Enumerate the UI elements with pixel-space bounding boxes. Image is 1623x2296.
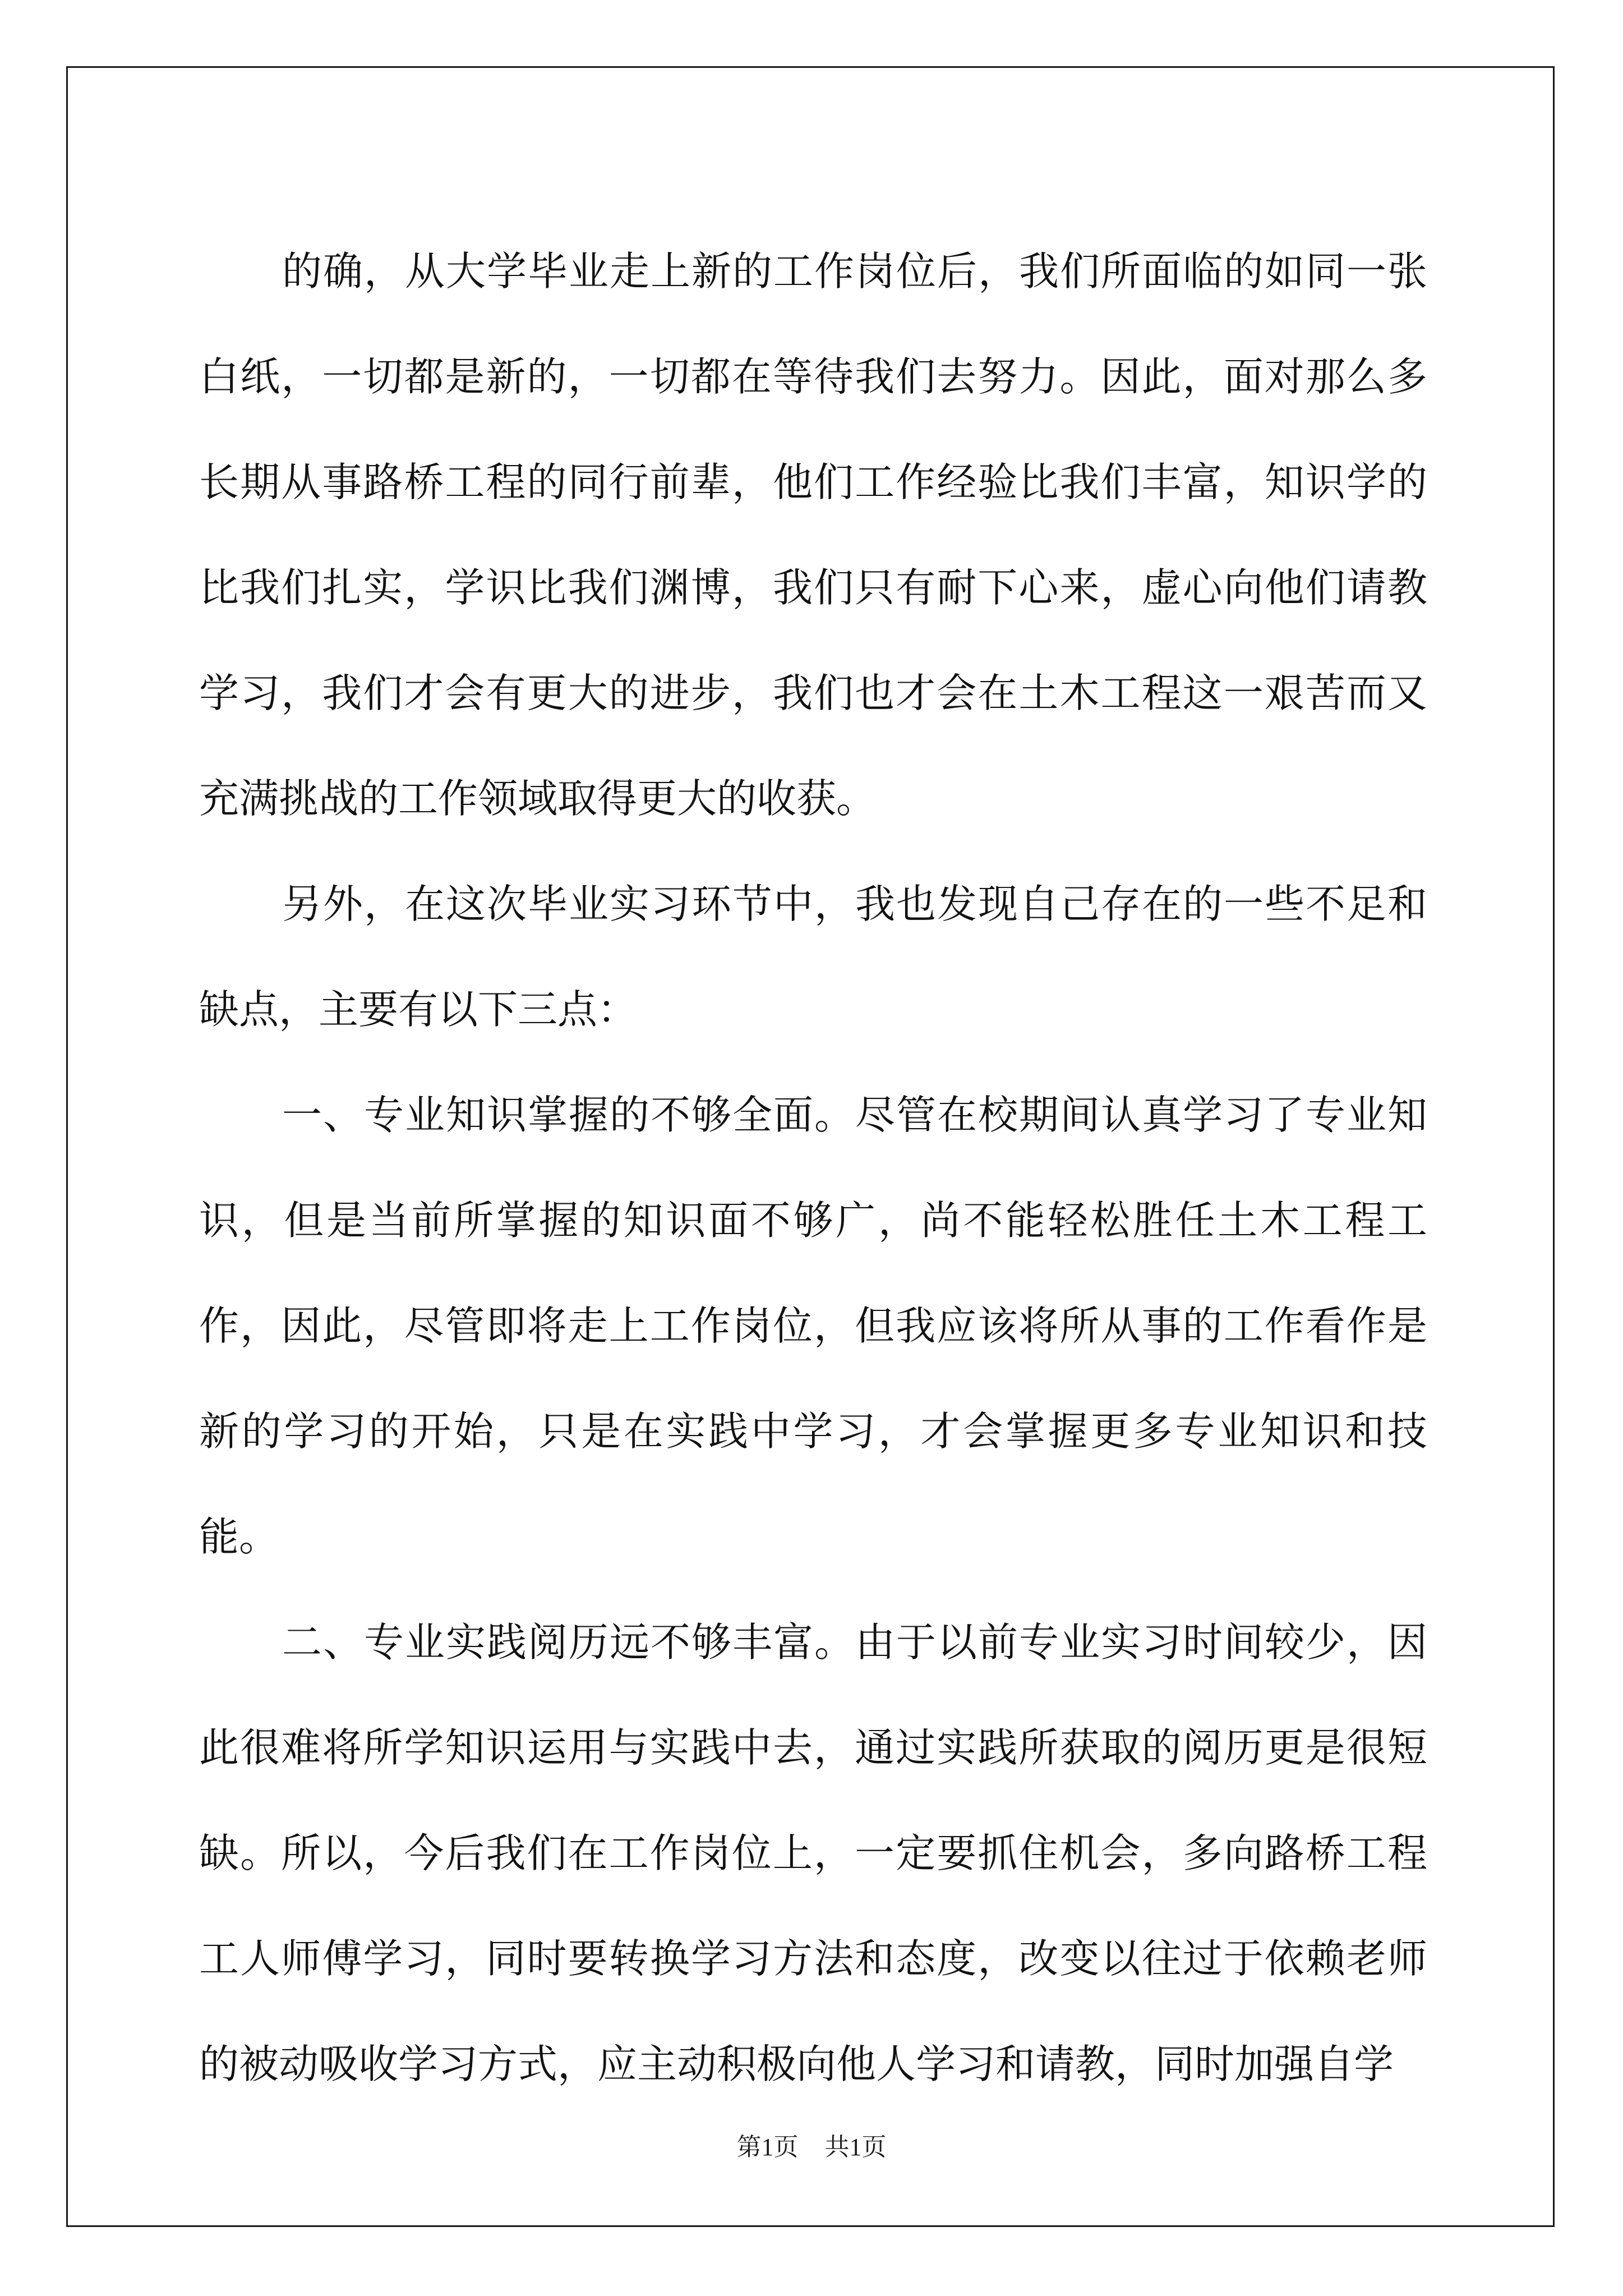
- paragraph-3: 一、专业知识掌握的不够全面。尽管在校期间认真学习了专业知识，但是当前所掌握的知识面不够广，尚不能轻松胜任土木工程工作，因此，尽管即将走上工作岗位，但我应该将所从事的工作看作是新的学习的开始，只是在实践中学习，才会掌握更多专业知识和技能。: [199, 1092, 1427, 1560]
- paragraph-1: 的确，从大学毕业走上新的工作岗位后，我们所面临的如同一张白纸，一切都是新的，一切都在等待我们去努力。因此，面对那么多长期从事路桥工程的同行前辈，他们工作经验比我们丰富，知识学的比我们扎实，学识比我们渊博，我们只有耐下心来，虚心向他们请教学习，我们才会有更大的进步，我们也才会在土木工程这一艰苦而又充满挑战的工作领域取得更大的收获。: [199, 248, 1427, 822]
- document-body: [199, 219, 1427, 2117]
- paragraph-2: 另外，在这次毕业实习环节中，我也发现自己存在的一些不足和缺点，主要有以下三点：: [199, 881, 1427, 1033]
- paragraph-4: 二、专业实践阅历远不够丰富。由于以前专业实习时间较少，因此很难将所学知识运用与实践中去，通过实践所获取的阅历更是很短缺。所以，今后我们在工作岗位上，一定要抓住机会，多向路桥工程工人师傅学习，同时要转换学习方法和态度，改变以往过于依赖老师的被动吸收学习方式，应主动积极向他人学习和请教，同时加强自学: [199, 1619, 1427, 2087]
- page-number: 第1页: [736, 2133, 799, 2161]
- page-footer: [0, 2131, 1623, 2164]
- page-total: 共1页: [824, 2133, 887, 2161]
